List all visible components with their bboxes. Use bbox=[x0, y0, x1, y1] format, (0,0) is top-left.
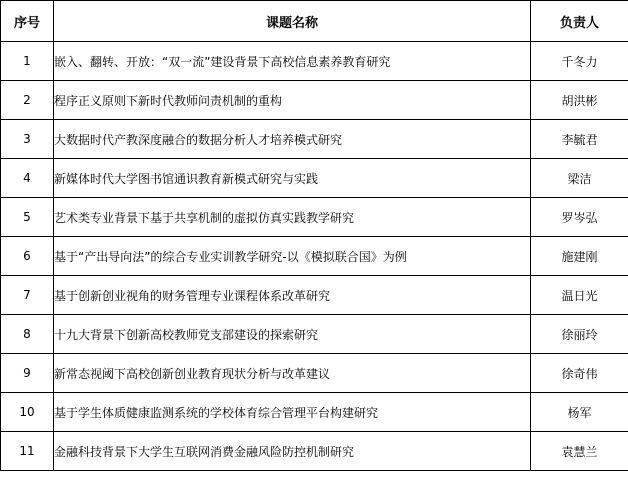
table-row bbox=[1, 276, 628, 315]
table-row bbox=[1, 393, 628, 432]
table-row bbox=[1, 354, 628, 393]
row-index: 10 bbox=[1, 393, 54, 432]
row-index: 8 bbox=[1, 315, 54, 354]
table-row bbox=[1, 159, 628, 198]
table-row bbox=[1, 315, 628, 354]
row-title: 艺术类专业背景下基于共享机制的虚拟仿真实践教学研究 bbox=[54, 198, 531, 237]
row-title: 新媒体时代大学图书馆通识教育新模式研究与实践 bbox=[54, 159, 531, 198]
table-row bbox=[1, 237, 628, 276]
row-title: 十九大背景下创新高校教师党支部建设的探索研究 bbox=[54, 315, 531, 354]
header-index: 序号 bbox=[1, 1, 54, 42]
row-title: 基于创新创业视角的财务管理专业课程体系改革研究 bbox=[54, 276, 531, 315]
row-owner: 千冬力 bbox=[531, 42, 628, 81]
row-owner: 梁洁 bbox=[531, 159, 628, 198]
row-owner: 罗岑弘 bbox=[531, 198, 628, 237]
row-index: 11 bbox=[1, 432, 54, 471]
header-row bbox=[1, 1, 628, 42]
header-title: 课题名称 bbox=[54, 1, 531, 42]
row-index: 4 bbox=[1, 159, 54, 198]
row-index: 9 bbox=[1, 354, 54, 393]
row-owner: 胡洪彬 bbox=[531, 81, 628, 120]
header-owner: 负责人 bbox=[531, 1, 628, 42]
table-row bbox=[1, 120, 628, 159]
table-row bbox=[1, 42, 628, 81]
row-owner: 杨军 bbox=[531, 393, 628, 432]
table-row bbox=[1, 81, 628, 120]
row-title: 嵌入、翻转、开放：“双一流”建设背景下高校信息素养教育研究 bbox=[54, 42, 531, 81]
row-owner: 李毓君 bbox=[531, 120, 628, 159]
row-title: 大数据时代产教深度融合的数据分析人才培养模式研究 bbox=[54, 120, 531, 159]
row-index: 3 bbox=[1, 120, 54, 159]
row-index: 6 bbox=[1, 237, 54, 276]
row-owner: 袁慧兰 bbox=[531, 432, 628, 471]
row-index: 2 bbox=[1, 81, 54, 120]
row-owner: 徐丽玲 bbox=[531, 315, 628, 354]
table-row bbox=[1, 198, 628, 237]
row-owner: 徐奇伟 bbox=[531, 354, 628, 393]
row-owner: 施建刚 bbox=[531, 237, 628, 276]
row-title: 程序正义原则下新时代教师问责机制的重构 bbox=[54, 81, 531, 120]
row-title: 基于学生体质健康监测系统的学校体育综合管理平台构建研究 bbox=[54, 393, 531, 432]
row-title: 基于“产出导向法”的综合专业实训教学研究-以《模拟联合国》为例 bbox=[54, 237, 531, 276]
row-title: 金融科技背景下大学生互联网消费金融风险防控机制研究 bbox=[54, 432, 531, 471]
table-row bbox=[1, 432, 628, 471]
row-owner: 温日光 bbox=[531, 276, 628, 315]
row-index: 5 bbox=[1, 198, 54, 237]
row-index: 7 bbox=[1, 276, 54, 315]
row-index: 1 bbox=[1, 42, 54, 81]
row-title: 新常态视阈下高校创新创业教育现状分析与改革建议 bbox=[54, 354, 531, 393]
